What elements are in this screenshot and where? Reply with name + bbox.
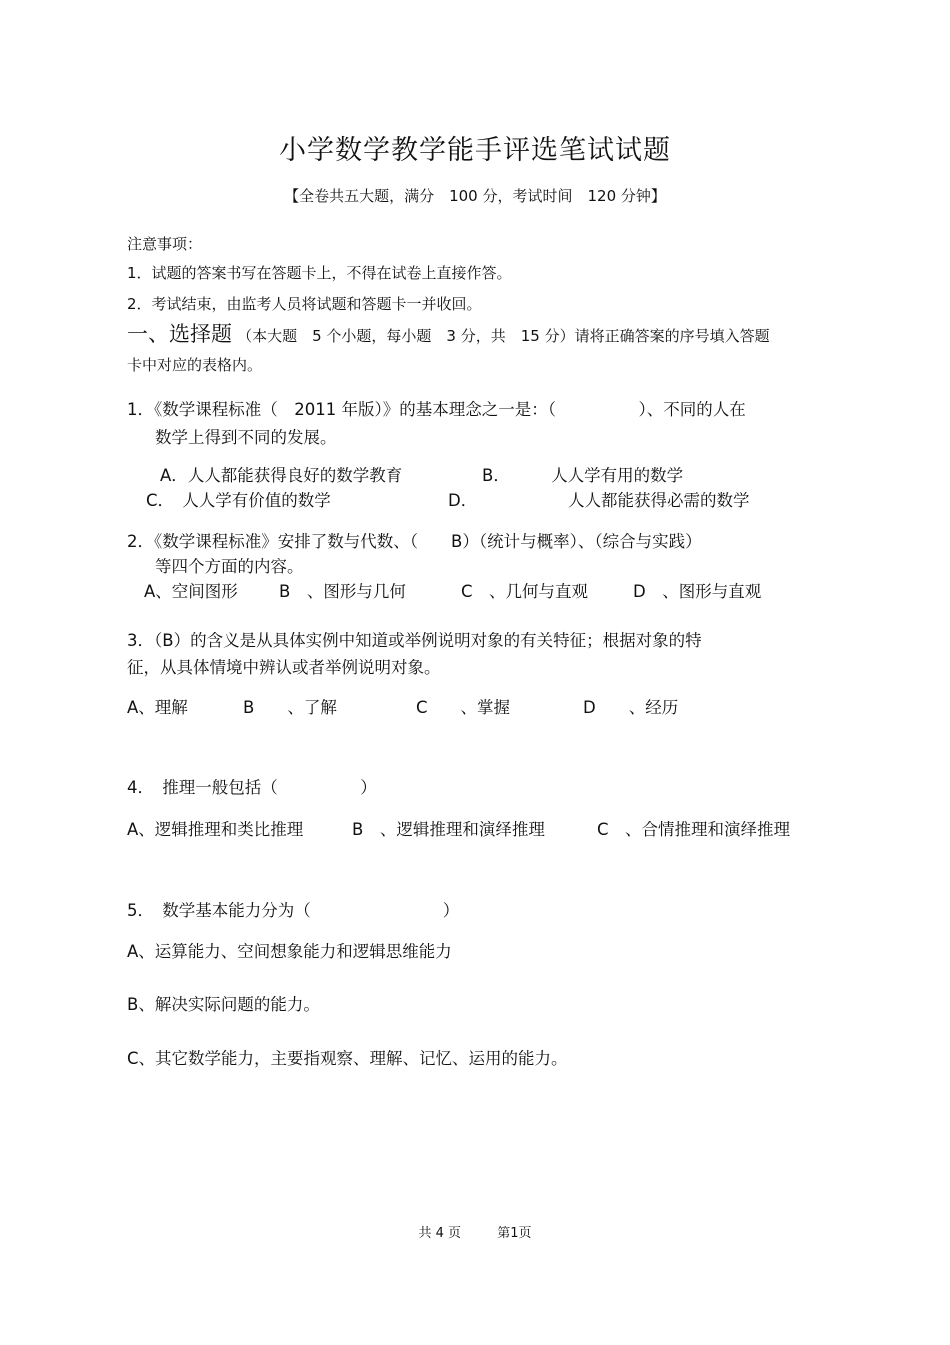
question-4-option-b: B 、逻辑推理和演绎推理 [352, 820, 545, 839]
note-item: 2．考试结束，由监考人员将试题和答题卡一并收回。 [127, 295, 482, 313]
question-1-option-d: D． 人人都能获得必需的数学 [448, 491, 750, 510]
question-2-option-d: D 、图形与直观 [633, 582, 762, 601]
question-3-option-b: B 、了解 [243, 698, 337, 717]
question-5-option-b: B、解决实际问题的能力。 [127, 995, 320, 1014]
question-3-stem-cont: 征，从具体情境中辨认或者举例说明对象。 [127, 658, 441, 677]
page-number: 第1页 [497, 1226, 532, 1241]
question-2-option-a: A、空间图形 [144, 582, 238, 601]
question-3-option-d: D 、经历 [583, 698, 679, 717]
section-title: 一、选择题 [127, 322, 232, 346]
question-5-option-c: C、其它数学能力，主要指观察、理解、记忆、运用的能力。 [127, 1049, 568, 1068]
question-1-option-b: B． 人人学有用的数学 [482, 466, 684, 485]
page-footer [0, 1222, 950, 1241]
section-instructions: （本大题 5 个小题，每小题 3 分，共 15 分）请将正确答案的序号填入答题 [237, 327, 770, 345]
notes-heading: 注意事项： [127, 235, 203, 253]
page-title: 小学数学教学能手评选笔试试题 [279, 135, 671, 166]
question-2-option-c: C 、几何与直观 [461, 582, 589, 601]
question-4-option-c: C 、合情推理和演绎推理 [597, 820, 791, 839]
question-3-option-c: C 、掌握 [416, 698, 511, 717]
question-1-option-c: C． 人人学有价值的数学 [146, 491, 331, 510]
question-2-stem: 2．《数学课程标准》安排了数与代数、（ B）（统计与概率）、（综合与实践） [127, 532, 702, 551]
section-header [127, 318, 770, 348]
question-5-stem: 5． 数学基本能力分为（ ） [127, 901, 460, 920]
section-instructions-cont: 卡中对应的表格内。 [127, 356, 263, 374]
exam-info: 【全卷共五大题，满分 100 分，考试时间 120 分钟】 [284, 187, 666, 205]
question-4-option-a: A、逻辑推理和类比推理 [127, 820, 304, 839]
question-2-stem-cont: 等四个方面的内容。 [155, 557, 304, 576]
question-2-option-b: B 、图形与几何 [279, 582, 406, 601]
question-5-option-a: A、运算能力、空间想象能力和逻辑思维能力 [127, 942, 452, 961]
question-1-stem-cont: 数学上得到不同的发展。 [155, 428, 337, 447]
note-item: 1．试题的答案书写在答题卡上，不得在试卷上直接作答。 [127, 264, 512, 282]
question-1-option-a: A．人人都能获得良好的数学教育 [160, 466, 403, 485]
question-3-stem: 3．（B）的含义是从具体实例中知道或举例说明对象的有关特征；根据对象的特 [127, 631, 702, 650]
question-1-stem: 1．《数学课程标准（ 2011 年版）》的基本理念之一是：（ ）、不同的人在 [127, 400, 746, 419]
question-3-option-a: A、理解 [127, 698, 188, 717]
total-pages: 共 4 页 [418, 1226, 462, 1241]
question-4-stem: 4． 推理一般包括（ ） [127, 778, 377, 797]
